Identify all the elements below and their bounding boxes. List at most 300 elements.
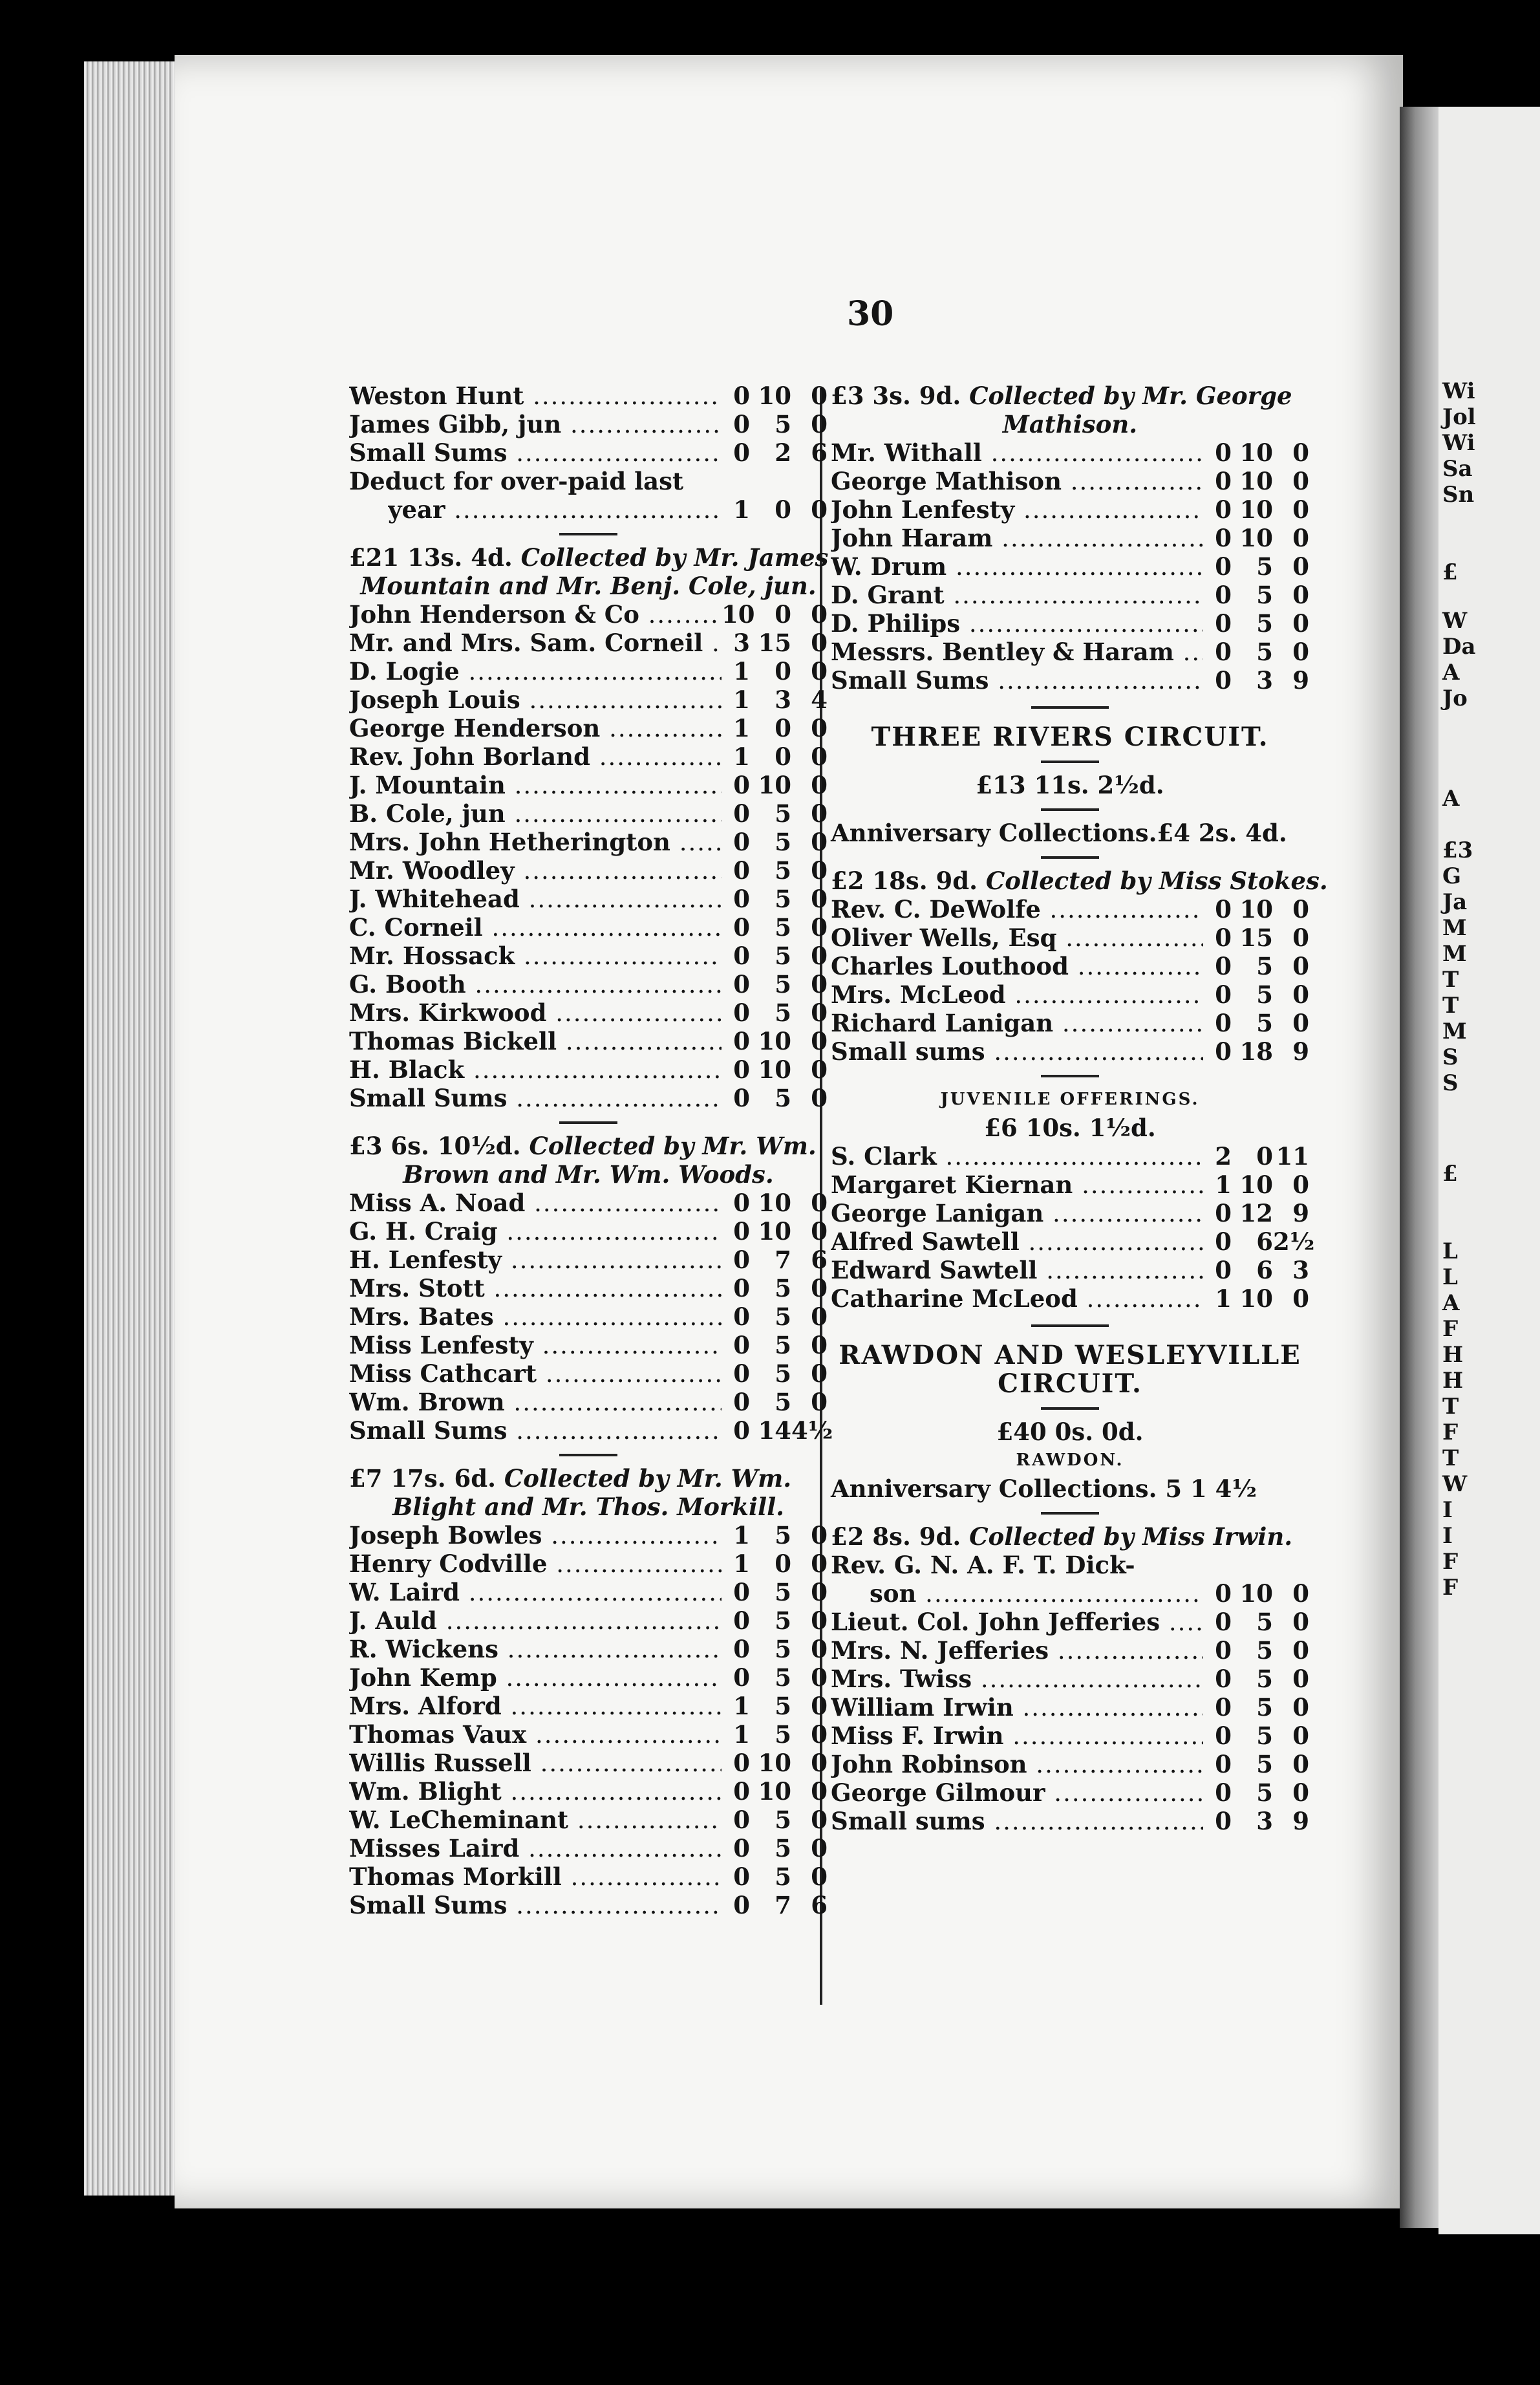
- ledger-entry: [349, 885, 828, 913]
- entry-name: Joseph Louis .....: [349, 685, 722, 715]
- next-page-text: M: [1442, 915, 1467, 941]
- deduct-line-2: year ..... 1 0 0: [349, 495, 828, 524]
- ledger-entry: [349, 1891, 828, 1919]
- entry-amount-shillings: 5: [775, 799, 791, 828]
- entry-amount-pence: 0: [811, 1302, 828, 1331]
- entry-amount-shillings: 10: [758, 1027, 791, 1055]
- entry-amount-pounds: 0: [1215, 1693, 1232, 1721]
- entry-amount-pounds: 0: [733, 1891, 750, 1919]
- entry-name: Alfred Sawtell .....: [831, 1227, 1203, 1257]
- entry-name: James Gibb, jun .....: [349, 410, 722, 439]
- brown-woods-heading: £3 6s. 10½d. Collected by Mr. Wm.: [349, 1132, 817, 1160]
- next-page-text: T: [1442, 993, 1459, 1019]
- entry-name: Willis Russell .....: [349, 1749, 722, 1778]
- next-page-text: S: [1442, 1070, 1459, 1096]
- entry-amount-pence: 0: [811, 1720, 828, 1749]
- entry-amount-pounds: 0: [733, 1777, 750, 1806]
- entry-amount-pounds: 0: [733, 856, 750, 885]
- entry-amount-pounds: 0: [1215, 1579, 1232, 1608]
- entry-amount-pence: 0: [811, 1189, 828, 1217]
- entry-amount-shillings: 0: [775, 1549, 791, 1578]
- entry-amount-pence: 9: [1292, 666, 1309, 695]
- rawdon-subtitle: RAWDON.: [1016, 1451, 1124, 1470]
- next-page-text: I: [1442, 1523, 1453, 1549]
- section-rule: [1041, 761, 1099, 763]
- ledger-entry: [349, 913, 828, 942]
- entry-name: George Lanigan .....: [831, 1199, 1203, 1228]
- rawdon-anniversary: Anniversary Collections. 5 1 4½: [831, 1474, 1257, 1503]
- ledger-entry: [349, 1635, 828, 1663]
- entry-amount-pence: 0: [1292, 1608, 1309, 1636]
- entry-name: Small sums .....: [831, 1037, 1203, 1066]
- next-page-text: A: [1442, 660, 1460, 685]
- entry-amount-pence: 0: [1292, 952, 1309, 980]
- entry-amount-pence: 0: [811, 1749, 828, 1777]
- entry-name: W. Drum .....: [831, 552, 1203, 581]
- entry-amount-shillings: 10: [1239, 1579, 1273, 1608]
- ledger-entry: [831, 1284, 1309, 1313]
- entry-amount-pence: 0: [811, 1663, 828, 1692]
- ledger-entry: [831, 1142, 1309, 1171]
- ledger-entry: [831, 1721, 1309, 1750]
- next-page-text: £: [1442, 559, 1458, 585]
- ledger-entry: [831, 1750, 1309, 1778]
- entry-name: Miss Lenfesty .....: [349, 1331, 722, 1360]
- brown-woods-collector: Brown and Mr. Wm. Woods.: [403, 1160, 774, 1189]
- entry-amount-pence: 6: [811, 1246, 828, 1274]
- entry-amount-pounds: 1: [733, 1549, 750, 1578]
- next-page-text: M: [1442, 1019, 1467, 1044]
- entry-amount-pence: 0: [811, 1549, 828, 1578]
- entry-amount-shillings: 7: [775, 1246, 791, 1274]
- brown-woods-entries: [349, 1189, 833, 1445]
- entry-name: H. Lenfesty .....: [349, 1246, 722, 1275]
- entry-amount-shillings: 10: [1239, 467, 1273, 495]
- entry-amount-pounds: 0: [1215, 1608, 1232, 1636]
- entry-amount-pounds: 0: [733, 885, 750, 913]
- entry-amount-shillings: 5: [775, 1302, 791, 1331]
- entry-amount-shillings: 5: [1256, 1693, 1273, 1721]
- entry-amount-pence: 0: [1292, 1636, 1309, 1665]
- ledger-entry: [349, 1084, 828, 1112]
- entry-name: Mrs. Stott .....: [349, 1274, 722, 1303]
- entry-amount-shillings: 14: [758, 1416, 791, 1445]
- ledger-entry: [349, 742, 828, 771]
- three-rivers-title: THREE RIVERS CIRCUIT.: [871, 722, 1269, 752]
- entry-name: John Kemp .....: [349, 1663, 722, 1692]
- entry-name: J. Whitehead .....: [349, 885, 722, 914]
- entry-amount-shillings: 3: [775, 685, 791, 714]
- entry-amount-shillings: 5: [775, 1806, 791, 1834]
- entry-amount-pence: 0: [811, 1606, 828, 1635]
- entry-amount-shillings: 10: [758, 1189, 791, 1217]
- ledger-entry: [349, 382, 828, 410]
- entry-name: Thomas Morkill .....: [349, 1862, 722, 1892]
- entry-amount-pounds: 0: [1215, 1256, 1232, 1284]
- next-page-text: A: [1442, 786, 1460, 812]
- next-page-text: Sa: [1442, 456, 1473, 482]
- entry-amount-pounds: 0: [733, 1749, 750, 1777]
- ledger-entry: [831, 1608, 1309, 1636]
- entry-amount-pence: 0: [1292, 638, 1309, 666]
- entry-amount-shillings: 5: [775, 1663, 791, 1692]
- entry-name: Mr. Hossack .....: [349, 942, 722, 971]
- entry-amount-shillings: 5: [1256, 609, 1273, 638]
- entry-name: Mrs. N. Jefferies .....: [831, 1636, 1203, 1665]
- entry-amount-pence: 0: [811, 1331, 828, 1359]
- next-page-text: W: [1442, 608, 1468, 634]
- ledger-entry: [349, 1331, 828, 1359]
- entry-name: G. H. Craig .....: [349, 1217, 722, 1246]
- entry-name: B. Cole, jun .....: [349, 799, 722, 828]
- entry-name: Oliver Wells, Esq .....: [831, 923, 1203, 953]
- entry-amount-pounds: 0: [1215, 923, 1232, 952]
- entry-amount-pounds: 2: [1215, 1142, 1232, 1171]
- entry-name: Mr. Withall .....: [831, 438, 1203, 468]
- entry-amount-pence: 0: [811, 1692, 828, 1720]
- ledger-entry: [349, 970, 828, 998]
- entry-amount-pence: 0: [811, 1834, 828, 1862]
- entry-name: S. Clark .....: [831, 1142, 1203, 1171]
- entry-amount-pounds: 0: [1215, 1037, 1232, 1066]
- entry-amount-pounds: 0: [733, 1055, 750, 1084]
- mountain-cole-collector: Mountain and Mr. Benj. Cole, jun.: [360, 572, 817, 600]
- blight-morkill-heading: £7 17s. 6d. Collected by Mr. Wm.: [349, 1464, 792, 1493]
- entry-amount-pounds: 0: [733, 913, 750, 942]
- entry-name: Margaret Kiernan .....: [831, 1171, 1203, 1200]
- entry-amount-pounds: 0: [733, 1862, 750, 1891]
- next-page-text: H: [1442, 1342, 1464, 1368]
- entry-name: Wm. Brown .....: [349, 1388, 722, 1417]
- entry-amount-pence: 0: [1292, 1009, 1309, 1037]
- entry-amount-pounds: 1: [733, 714, 750, 742]
- entry-amount-shillings: 5: [775, 1388, 791, 1416]
- entry-amount-pence: 0: [1292, 438, 1309, 467]
- juvenile-total: £6 10s. 1½d.: [984, 1114, 1156, 1142]
- entry-name: D. Philips .....: [831, 609, 1203, 638]
- entry-name: R. Wickens .....: [349, 1635, 722, 1664]
- entry-amount-pounds: 0: [1215, 552, 1232, 581]
- ledger-entry: [349, 1246, 828, 1274]
- entry-amount-shillings: 5: [1256, 1009, 1273, 1037]
- entry-amount-pounds: 0: [733, 1806, 750, 1834]
- section-rule: [559, 1121, 617, 1124]
- ledger-entry: [349, 799, 828, 828]
- section-rule: [559, 533, 617, 535]
- entry-amount-pence: 0: [1292, 552, 1309, 581]
- entry-name: John Robinson .....: [831, 1750, 1203, 1779]
- ledger-entry: [349, 1777, 828, 1806]
- entry-name: Edward Sawtell .....: [831, 1256, 1203, 1285]
- dickson-line: Rev. G. N. A. F. T. Dick-: [831, 1551, 1135, 1579]
- entry-amount-pence: 0: [811, 657, 828, 685]
- entry-amount-pounds: 3: [733, 629, 750, 657]
- entry-amount-shillings: 10: [758, 1749, 791, 1777]
- ledger-entry: [349, 1189, 828, 1217]
- ledger-entry: [831, 1693, 1309, 1721]
- entry-amount-shillings: 10: [1239, 524, 1273, 552]
- entry-name: Miss Cathcart .....: [349, 1359, 722, 1388]
- entry-amount-shillings: 10: [1239, 495, 1273, 524]
- entry-amount-pence: 0: [811, 1388, 828, 1416]
- section-rule: [1031, 1324, 1109, 1327]
- ledger-entry: [831, 1227, 1315, 1256]
- entry-amount-pence: 0: [811, 942, 828, 970]
- entry-amount-pence: 0: [1292, 609, 1309, 638]
- ledger-entry: [349, 1578, 828, 1606]
- entry-amount-pounds: 0: [1215, 438, 1232, 467]
- ledger-entry: [349, 1720, 828, 1749]
- entry-amount-pounds: 0: [1215, 467, 1232, 495]
- entry-amount-pence: 0: [1292, 495, 1309, 524]
- entry-amount-pence: 0: [1292, 923, 1309, 952]
- juvenile-entries: [831, 1142, 1315, 1313]
- section-rule: [1041, 808, 1099, 811]
- entry-amount-pence: 6: [811, 1891, 828, 1919]
- ledger-entry: [831, 1199, 1309, 1227]
- entry-amount-shillings: 5: [775, 1720, 791, 1749]
- entry-name: Messrs. Bentley & Haram .....: [831, 638, 1203, 667]
- entry-amount-shillings: 5: [1256, 1750, 1273, 1778]
- entry-name: C. Corneil .....: [349, 913, 722, 942]
- ledger-entry: [349, 1606, 828, 1635]
- entry-amount-pence: 0: [811, 410, 828, 438]
- entry-amount-pounds: 0: [733, 382, 750, 410]
- entry-name: Lieut. Col. John Jefferies .....: [831, 1608, 1203, 1637]
- next-page-text: G: [1442, 863, 1462, 889]
- entry-name: Miss F. Irwin .....: [831, 1721, 1203, 1751]
- entry-amount-pence: 0: [811, 1862, 828, 1891]
- three-rivers-total: £13 11s. 2½d.: [976, 771, 1164, 799]
- entry-amount-shillings: 10: [758, 771, 791, 799]
- entry-amount-shillings: 5: [775, 1274, 791, 1302]
- entry-name: Joseph Bowles .....: [349, 1521, 722, 1550]
- entry-name: John Lenfesty .....: [831, 495, 1203, 524]
- entry-amount-pounds: 0: [1215, 524, 1232, 552]
- blight-morkill-entries: [349, 1521, 828, 1919]
- entry-amount-pence: 0: [1292, 895, 1309, 923]
- entry-name: D. Logie .....: [349, 657, 722, 686]
- entry-amount-pounds: 0: [733, 771, 750, 799]
- entry-name: Richard Lanigan .....: [831, 1009, 1203, 1038]
- ledger-entry: [349, 438, 828, 467]
- entry-amount-pence: 0: [811, 1635, 828, 1663]
- entry-amount-pence: 0: [1292, 1778, 1309, 1807]
- entry-amount-shillings: 10: [758, 1217, 791, 1246]
- ledger-entry: [349, 685, 828, 714]
- entry-name: William Irwin .....: [831, 1693, 1203, 1722]
- entry-amount-shillings: 6: [1256, 1227, 1273, 1256]
- entry-amount-pounds: 1: [733, 1720, 750, 1749]
- entry-amount-pounds: 0: [733, 1302, 750, 1331]
- ledger-entry: [831, 552, 1309, 581]
- ledger-entry: [831, 1636, 1309, 1665]
- entry-name: J. Auld .....: [349, 1606, 722, 1635]
- next-page-text: T: [1442, 1394, 1459, 1419]
- entry-amount-pounds: 0: [1215, 1227, 1232, 1256]
- entry-amount-pence: 0: [811, 714, 828, 742]
- right-column: [831, 382, 1328, 1835]
- entry-amount-shillings: 5: [775, 410, 791, 438]
- entry-amount-pounds: 1: [1215, 1284, 1232, 1313]
- next-page-text: L: [1442, 1264, 1458, 1290]
- ledger-entry: [349, 1027, 828, 1055]
- next-page-text: T: [1442, 1445, 1459, 1471]
- entry-name: Small sums .....: [831, 1807, 1203, 1836]
- entry-amount-pence: 0: [1292, 1284, 1309, 1313]
- entry-name: Henry Codville .....: [349, 1549, 722, 1579]
- entry-amount-shillings: 15: [758, 629, 791, 657]
- entry-name: Miss A. Noad .....: [349, 1189, 722, 1218]
- next-page-text: L: [1442, 1238, 1458, 1264]
- entry-amount-shillings: 5: [775, 856, 791, 885]
- entry-amount-pounds: 0: [733, 1027, 750, 1055]
- entry-amount-pounds: 1: [733, 1692, 750, 1720]
- entry-amount-shillings: 5: [775, 1359, 791, 1388]
- entry-amount-pence: 0: [811, 1521, 828, 1549]
- entry-amount-pounds: 1: [733, 742, 750, 771]
- entry-name: D. Grant .....: [831, 581, 1203, 610]
- entry-amount-pounds: 0: [1215, 1721, 1232, 1750]
- entry-amount-shillings: 5: [775, 828, 791, 856]
- entry-amount-shillings: 5: [775, 1084, 791, 1112]
- next-page-text: F: [1442, 1549, 1459, 1575]
- entry-name: Mr. and Mrs. Sam. Corneil .....: [349, 629, 722, 658]
- entry-amount-shillings: 5: [775, 1606, 791, 1635]
- ledger-entry: [831, 1171, 1309, 1199]
- next-page-text: F: [1442, 1316, 1459, 1342]
- next-page-text: M: [1442, 941, 1467, 967]
- entry-amount-pence: 0: [811, 970, 828, 998]
- entry-amount-shillings: 5: [1256, 952, 1273, 980]
- top-entries: [349, 382, 828, 467]
- entry-amount-pounds: 0: [1215, 1636, 1232, 1665]
- entry-amount-pence: 9: [1292, 1199, 1309, 1227]
- stokes-heading: £2 18s. 9d. Collected by Miss Stokes.: [831, 867, 1328, 895]
- left-column: [349, 382, 833, 1919]
- entry-amount-shillings: 3: [1256, 1807, 1273, 1835]
- entry-amount-pence: 4½: [791, 1416, 833, 1445]
- irwin-heading: £2 8s. 9d. Collected by Miss Irwin.: [831, 1522, 1293, 1551]
- entry-amount-pounds: 0: [1215, 1199, 1232, 1227]
- entry-amount-pence: 0: [811, 1578, 828, 1606]
- entry-name: Thomas Bickell .....: [349, 1027, 722, 1056]
- entry-amount-pence: 0: [811, 1359, 828, 1388]
- entry-amount-shillings: 0: [775, 657, 791, 685]
- ledger-entry: [831, 467, 1309, 495]
- entry-amount-shillings: 10: [758, 382, 791, 410]
- entry-name: Rev. John Borland .....: [349, 742, 722, 772]
- ledger-entry: [831, 524, 1309, 552]
- entry-name: son .....: [870, 1579, 1203, 1608]
- entry-name: Small Sums .....: [349, 1416, 722, 1445]
- entry-amount-pounds: 0: [733, 1246, 750, 1274]
- entry-amount-pence: 0: [811, 1055, 828, 1084]
- entry-amount-pounds: 0: [1215, 1665, 1232, 1693]
- entry-amount-pounds: 0: [733, 438, 750, 467]
- entry-amount-shillings: 5: [775, 1521, 791, 1549]
- entry-amount-pence: 0: [811, 1027, 828, 1055]
- entry-amount-pence: 0: [811, 913, 828, 942]
- ledger-entry: [349, 1862, 828, 1891]
- entry-amount-shillings: 5: [775, 1862, 791, 1891]
- entry-amount-pounds: 0: [1215, 980, 1232, 1009]
- entry-amount-shillings: 0: [775, 714, 791, 742]
- section-rule: [1041, 856, 1099, 859]
- entry-amount-shillings: 5: [775, 1635, 791, 1663]
- entry-amount-pounds: 0: [1215, 666, 1232, 695]
- entry-amount-pence: 0: [811, 1777, 828, 1806]
- entry-amount-pounds: 0: [1215, 609, 1232, 638]
- entry-name: W. Laird .....: [349, 1578, 722, 1607]
- blight-morkill-collector: Blight and Mr. Thos. Morkill.: [392, 1493, 785, 1521]
- next-page-fragment: [1438, 107, 1540, 2234]
- deduct-line-1: Deduct for over-paid last: [349, 467, 684, 495]
- entry-name: Mrs. McLeod .....: [831, 980, 1203, 1009]
- entry-amount-pounds: 0: [1215, 581, 1232, 609]
- next-page-text: Da: [1442, 634, 1476, 660]
- entry-amount-pounds: 0: [733, 1388, 750, 1416]
- entry-name: George Mathison .....: [831, 467, 1203, 496]
- ledger-entry: [349, 714, 828, 742]
- entry-amount-pence: 0: [811, 600, 828, 629]
- entry-name: Misses Laird .....: [349, 1834, 722, 1863]
- ledger-entry: [349, 1521, 828, 1549]
- entry-amount-pounds: 0: [733, 1416, 750, 1445]
- entry-amount-pounds: 0: [1215, 895, 1232, 923]
- ledger-entry: [349, 998, 828, 1027]
- ledger-entry: [831, 1579, 1309, 1608]
- entry-amount-shillings: 5: [775, 1692, 791, 1720]
- entry-amount-pounds: 0: [1215, 495, 1232, 524]
- next-page-text: F: [1442, 1575, 1459, 1601]
- page-edge-stack: [84, 61, 181, 2196]
- ledger-entry: [831, 666, 1309, 695]
- section-rule: [1041, 1075, 1099, 1077]
- rawdon-total: £40 0s. 0d.: [996, 1418, 1144, 1446]
- entry-amount-shillings: 12: [1239, 1199, 1273, 1227]
- irwin-entries: [831, 1579, 1309, 1835]
- rawdon-title-2: CIRCUIT.: [998, 1368, 1142, 1399]
- entry-amount-pounds: 0: [733, 1635, 750, 1663]
- entry-name: Wm. Blight .....: [349, 1777, 722, 1806]
- book-gutter: [1400, 107, 1438, 2228]
- ledger-entry: [831, 495, 1309, 524]
- entry-name: George Henderson .....: [349, 714, 722, 743]
- entry-amount-pence: 0: [1292, 1579, 1309, 1608]
- entry-amount-pence: 0: [1292, 1171, 1309, 1199]
- ledger-entry: [831, 1665, 1309, 1693]
- section-rule: [1041, 1512, 1099, 1515]
- entry-amount-shillings: 10: [758, 1055, 791, 1084]
- entry-amount-pence: 0: [811, 828, 828, 856]
- entry-amount-pence: 9: [1292, 1807, 1309, 1835]
- entry-amount-pounds: 0: [1215, 1009, 1232, 1037]
- ledger-entry: [349, 771, 828, 799]
- mathison-entries: [831, 438, 1309, 695]
- entry-amount-pence: 0: [811, 799, 828, 828]
- entry-amount-shillings: 5: [1256, 638, 1273, 666]
- entry-amount-pounds: 0: [1215, 1750, 1232, 1778]
- entry-name: Mrs. Bates .....: [349, 1302, 722, 1332]
- ledger-entry: [349, 410, 828, 438]
- entry-amount-pence: 6: [811, 438, 828, 467]
- entry-amount-shillings: 5: [1256, 980, 1273, 1009]
- section-rule: [559, 1454, 617, 1456]
- entry-amount-shillings: 18: [1239, 1037, 1273, 1066]
- entry-amount-pence: 0: [811, 771, 828, 799]
- entry-amount-pence: 0: [811, 856, 828, 885]
